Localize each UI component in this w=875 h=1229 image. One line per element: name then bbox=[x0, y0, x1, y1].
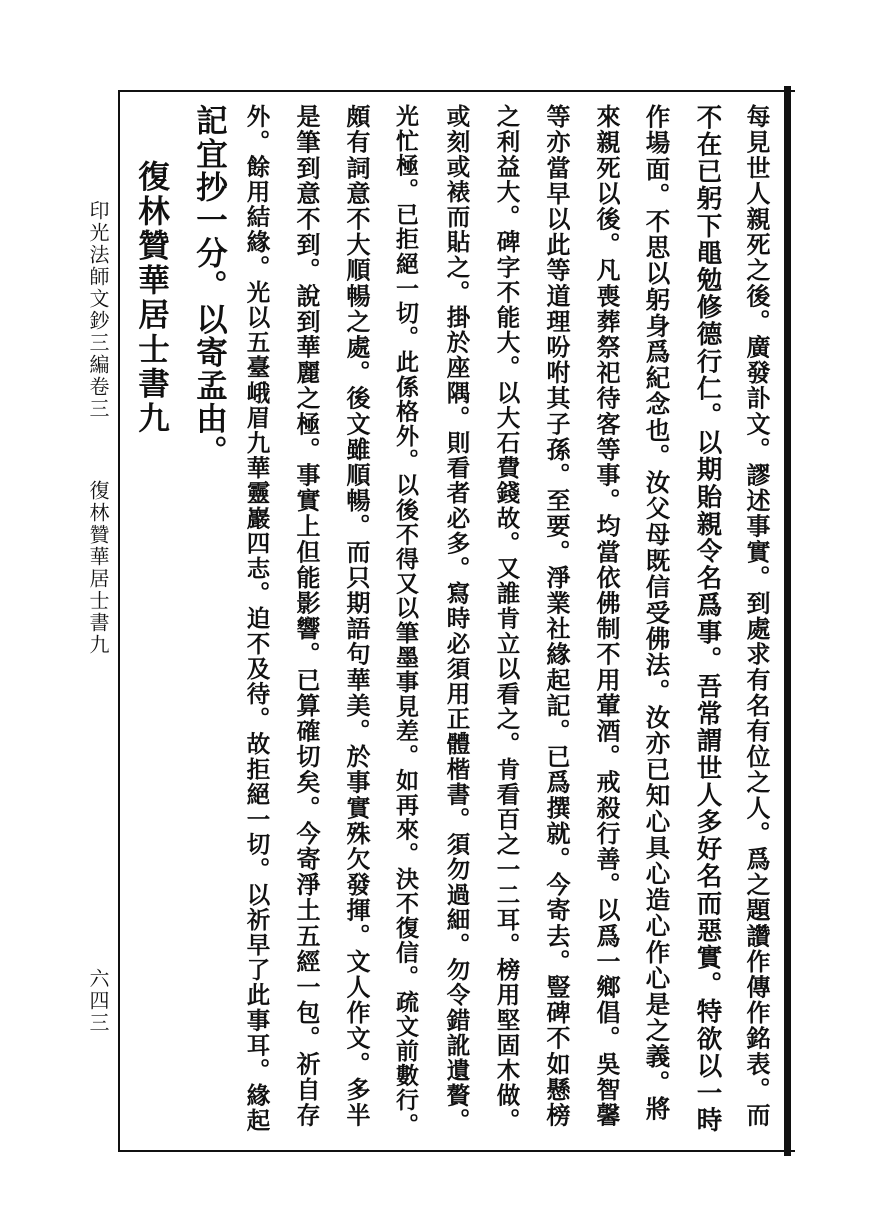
text-column: 等亦當早以此等道理吩咐其子孫。至要。淨業社緣起記。已爲撰就。今寄去。豎碑不如懸榜 bbox=[542, 104, 571, 1128]
text-column: 不在已躬下黽勉修德行仁。以期貽親令名爲事。吾常謂世人多好名而惡實。特欲以一時 bbox=[692, 104, 723, 1134]
text-column: 或刻或裱而貼之。掛於座隅。則看者必多。寫時必須用正體楷書。須勿過細。勿令錯訛遺贅。 bbox=[442, 104, 471, 1134]
text-column: 是筆到意不到。說到華麗之極。事實上但能影響。已算確切矣。今寄淨土五經一包。祈自存 bbox=[292, 104, 321, 1128]
text-column: 作場面。不思以躬身爲紀念也。汝父母既信受佛法。汝亦已知心具心造心作心是之義。將 bbox=[642, 104, 672, 1122]
text-column: 來親死以後。凡喪葬祭祀待客等事。均當依佛制不用葷酒。戒殺行善。以爲一鄉倡。吳智馨 bbox=[592, 104, 621, 1128]
left-border bbox=[118, 92, 120, 1152]
text-column: 之利益大。碑字不能大。以大石費錢故。又誰肯立以看之。肯看百之一二耳。榜用堅固木做。 bbox=[492, 104, 521, 1134]
text-column: 頗有詞意不大順暢之處。後文雖順暢。而只期語句華美。於事實殊欠發揮。文人作文。多半 bbox=[342, 104, 371, 1128]
top-rule bbox=[118, 90, 795, 92]
text-column: 外。餘用結緣。光以五臺峨眉九華靈巖四志。迫不及待。故拒絕一切。以祈早了此事耳。緣起 bbox=[242, 104, 271, 1134]
letter-title: 復林贊華居士書九 bbox=[133, 160, 171, 436]
margin-chapter-title: 復林贊華居士書九 bbox=[86, 480, 110, 656]
right-border-thick bbox=[784, 86, 791, 1156]
text-column: 每見世人親死之後。廣發訃文。謬述事實。到處求有名有位之人。爲之題讚作傳作銘表。而 bbox=[742, 104, 771, 1128]
bottom-rule bbox=[118, 1150, 795, 1152]
text-column: 記宜抄一分。以寄孟由。 bbox=[191, 104, 229, 469]
page-number: 六四三 bbox=[86, 968, 110, 1034]
margin-book-title: 印光法師文鈔三編卷三 bbox=[86, 200, 110, 420]
text-column: 光忙極。已拒絕一切。此係格外。以後不得又以筆墨事見差。如再來。決不復信。疏文前數行。 bbox=[392, 104, 419, 1138]
